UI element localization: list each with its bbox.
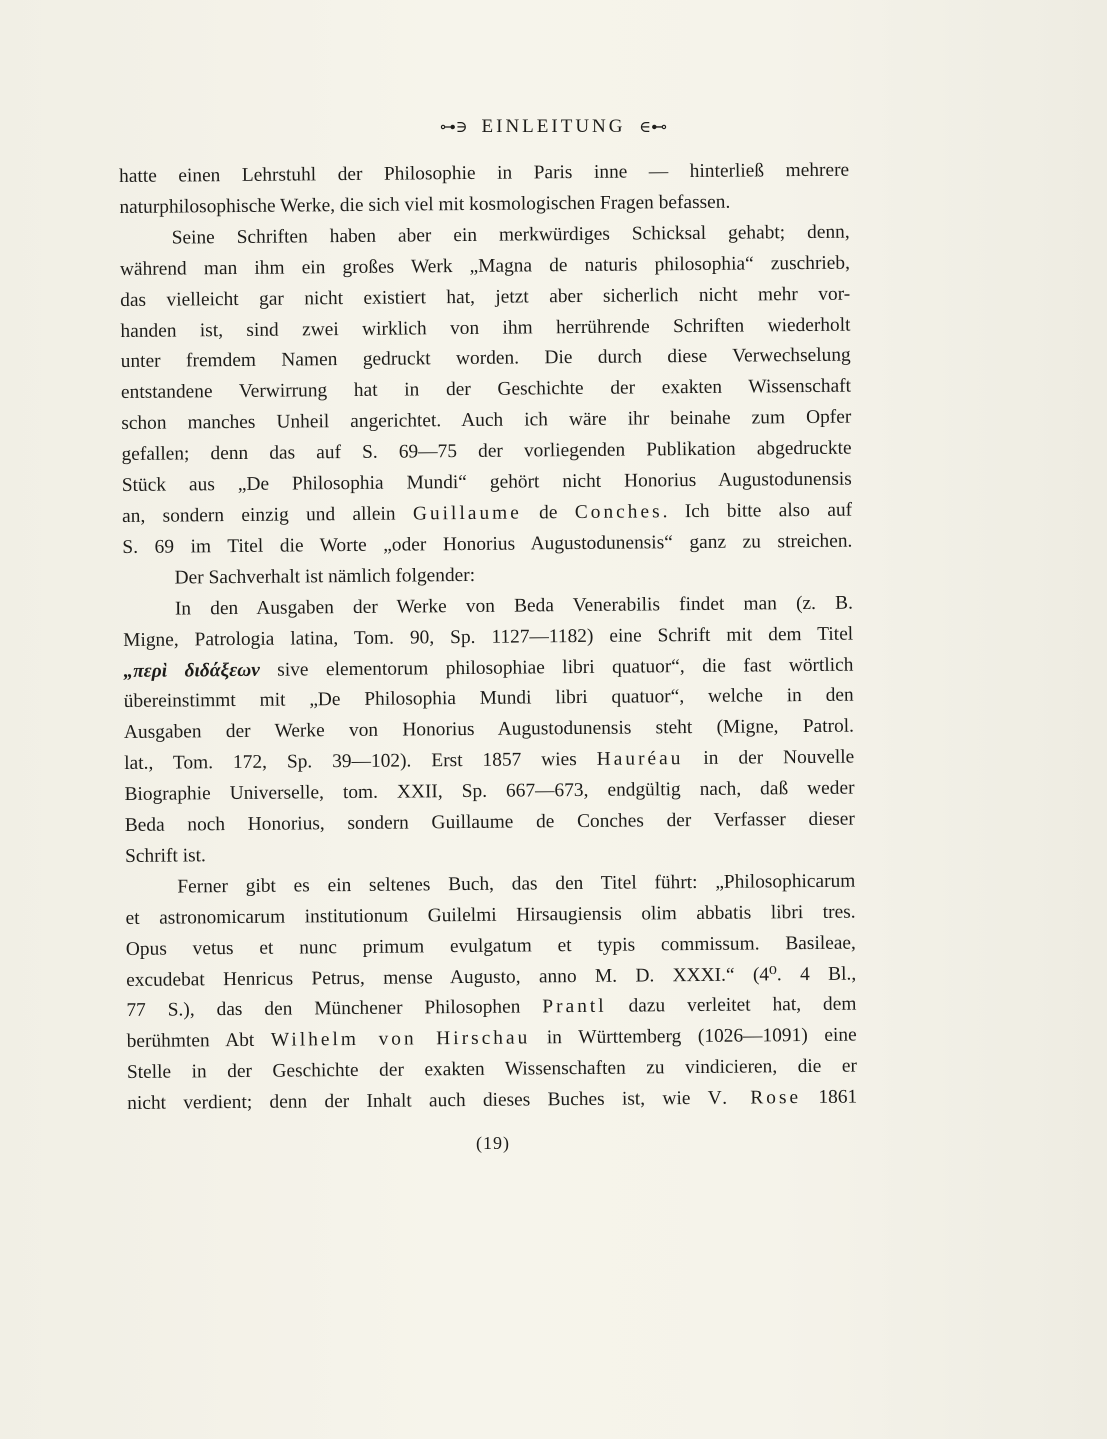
- spaced-name: Hauréau: [596, 748, 684, 771]
- ornament-right-icon: ∈⊷: [639, 119, 668, 136]
- text-line: hatte einen Lehrstuhl der Philosophie in Paris inne — hinterließ mehrere: [119, 159, 850, 187]
- text-run: . Ich bitte also auf: [662, 499, 853, 523]
- text-run: 1861: [801, 1086, 858, 1109]
- text-line: während man ihm ein großes Werk „Magna de naturis philosophia“ zuschrieb,: [119, 252, 850, 280]
- text-run: an, sondern einzig und allein: [122, 503, 414, 527]
- text-line: naturphilosophische Werke, die sich viel mit kosmologischen Fragen befassen.: [119, 191, 731, 218]
- text-run: in Württemberg (1026—1091) eine: [530, 1024, 857, 1049]
- greek-title: „περὶ διδάξεων: [123, 659, 260, 682]
- text-line: Stück aus „De Philosophia Mundi“ gehört nicht Honorius Augustodunensis: [121, 468, 852, 497]
- text-line: schon manches Unheil angerichtet. Auch ich wäre ihr beinahe zum Opfer: [121, 406, 852, 435]
- ornament-left-icon: ⊶∋: [439, 119, 468, 136]
- text-line: übereinstimmt mit „De Philosophia Mundi libri quatuor“, welche in den: [123, 685, 854, 713]
- text-run: de: [521, 502, 575, 524]
- spaced-name: V. Rose: [707, 1087, 802, 1110]
- text-line: handen ist, sind zwei wirklich von ihm herrührende Schriften wiederholt: [120, 314, 851, 342]
- text-line: Opus vetus et nunc primum evulgatum et typis commissum. Basileae,: [125, 932, 856, 960]
- text-line: Beda noch Honorius, sondern Guillaume de Conches der Verfasser dieser: [124, 808, 855, 837]
- body-text: [119, 156, 857, 1120]
- text-run: in der Nouvelle: [683, 746, 855, 770]
- text-run: nicht verdient; denn der Inhalt auch dieses Buches ist, wie: [127, 1088, 708, 1115]
- text-run: 77 S.), das den Münchener Philosophen: [126, 996, 543, 1022]
- text-line: Seine Schriften haben aber ein merkwürdiges Schicksal gehabt; denn,: [171, 221, 850, 249]
- spaced-name: Wilhelm von Hirschau: [270, 1027, 531, 1052]
- text-run: sive elementorum philosophiae libri quatuor“, die fast wörtlich: [259, 654, 854, 681]
- header-title: EINLEITUNG: [481, 116, 626, 137]
- text-line: [127, 1083, 857, 1120]
- page-number: (19): [476, 1133, 510, 1153]
- text-run: berühmten Abt: [126, 1030, 271, 1053]
- text-line: et astronomicarum institutionum Guilelmi Hirsaugiensis olim abbatis libri tres.: [125, 901, 856, 929]
- text-line: Biographie Universelle, tom. XXII, Sp. 667—673, endgültig nach, daß weder: [124, 777, 855, 806]
- text-run: dazu verleitet hat, dem: [606, 994, 857, 1018]
- text-line: Ferner gibt es ein seltenes Buch, das den Titel führt: „Philosophicarum: [177, 870, 856, 898]
- running-header: [0, 116, 1107, 138]
- text-line: excudebat Henricus Petrus, mense Augusto, anno M. D. XXXI.“ (4⁰. 4 Bl.,: [126, 963, 857, 991]
- spaced-name: Conches: [574, 501, 663, 524]
- text-line: Ausgaben der Werke von Honorius Augustodunensis steht (Migne, Patrol.: [123, 715, 855, 744]
- text-line: unter fremdem Namen gedruckt worden. Die durch diese Verwechselung: [120, 345, 851, 373]
- text-run: lat., Tom. 172, Sp. 39—102). Erst 1857 wies: [124, 749, 597, 775]
- text-line: In den Ausgaben der Werke von Beda Venerabilis findet man (z. B.: [174, 592, 853, 620]
- text-line: gefallen; denn das auf S. 69—75 der vorliegenden Publikation abgedruckte: [121, 437, 852, 466]
- text-line: entstandene Verwirrung hat in der Geschichte der exakten Wissenschaft: [120, 375, 852, 404]
- text-line: Schrift ist.: [124, 845, 206, 867]
- text-line: das vielleicht gar nicht existiert hat, jetzt aber sicherlich nicht mehr vor-: [120, 283, 851, 311]
- text-line: Stelle in der Geschichte der exakten Wissenschaften zu vindicieren, die er: [126, 1055, 858, 1084]
- text-line: Der Sachverhalt ist nämlich folgender:: [174, 564, 476, 589]
- spaced-name: Guillaume: [412, 502, 522, 525]
- text-line: Migne, Patrologia latina, Tom. 90, Sp. 1127—1182) eine Schrift mit dem Titel: [123, 623, 854, 651]
- text-line: S. 69 im Titel die Worte „oder Honorius Augustodunensis“ ganz zu streichen.: [122, 530, 853, 558]
- spaced-name: Prantl: [542, 996, 607, 1018]
